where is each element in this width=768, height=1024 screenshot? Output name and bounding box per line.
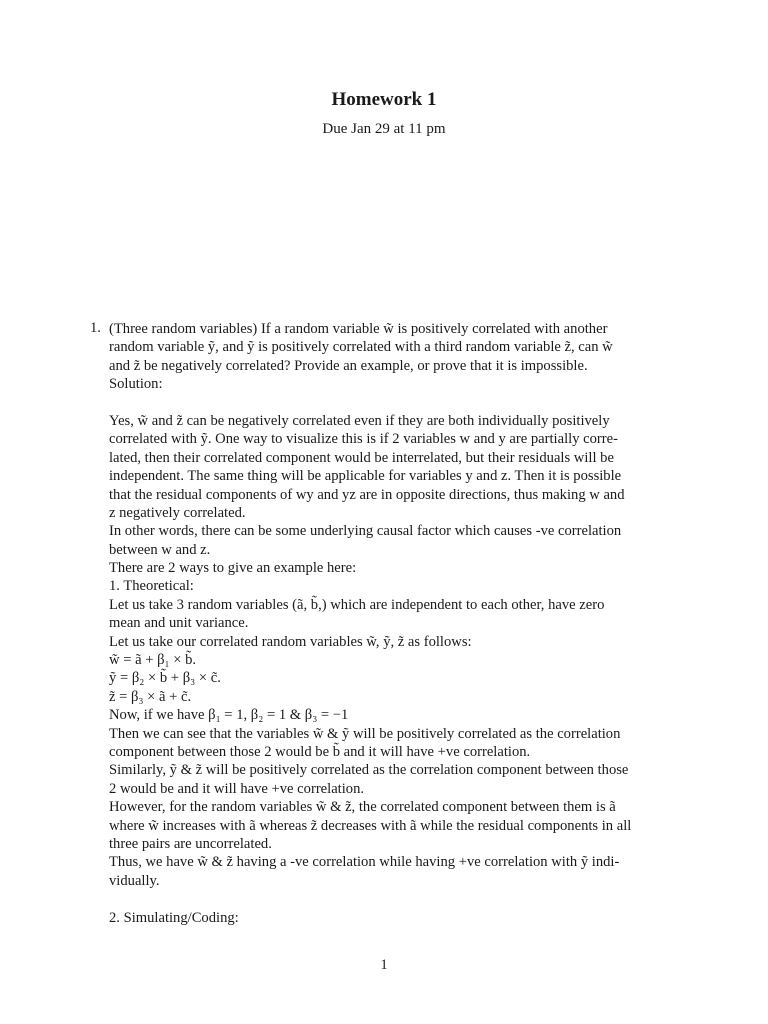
solution-line: Yes, w̃ and z̃ can be negatively correlated even if they are both individually positively — [109, 412, 610, 429]
document-title: Homework 1 — [331, 89, 437, 110]
solution-line: vidually. — [109, 872, 160, 889]
question-line: random variable ỹ, and ỹ is positively correlated with a third random variable z̃, can w̃ — [109, 339, 613, 356]
due-date: Due Jan 29 at 11 pm — [322, 121, 446, 137]
solution-line: mean and unit variance. — [109, 615, 249, 632]
solution-line: Then we can see that the variables w̃ & ỹ will be positively correlated as the correlation — [109, 725, 621, 742]
solution-line: that the residual components of wy and yz are in opposite directions, thus making w and — [109, 486, 625, 503]
solution-line: 1. Theoretical: — [109, 578, 194, 595]
solution-line: z negatively correlated. — [109, 504, 246, 521]
question-number: 1. — [90, 320, 101, 336]
solution-line: correlated with ỹ. One way to visualize this is if 2 variables w and y are partially corre- — [109, 431, 618, 448]
solution-line: Thus, we have w̃ & z̃ having a -ve correlation while having +ve correlation with ỹ indi- — [109, 854, 620, 871]
solution-line: Similarly, ỹ & z̃ will be positively correlated as the correlation component between those — [109, 762, 629, 779]
question-line: and z̃ be negatively correlated? Provide an example, or prove that it is impossible. — [109, 357, 588, 374]
equation-line: z̃ = β₃ × ã + c̃. — [109, 688, 192, 705]
equation-line: w̃ = ã + β₁ × b̃. — [109, 652, 197, 669]
solution-line: In other words, there can be some underlying causal factor which causes -ve correlation — [109, 523, 622, 540]
solution-line: Let us take our correlated random variables w̃, ỹ, z̃ as follows: — [109, 633, 472, 650]
question-line: (Three random variables) If a random variable w̃ is positively correlated with another — [109, 321, 608, 337]
equation-line: ỹ = β₂ × b̃ + β₃ × c̃. — [109, 670, 221, 687]
solution-label: Solution: — [109, 376, 163, 393]
solution-line: Let us take 3 random variables (ã, b̃,) which are independent to each other, have zero — [109, 596, 605, 613]
solution-line: where w̃ increases with ã whereas z̃ decreases with ã while the residual components in all — [109, 817, 632, 834]
solution-line: 2 would be and it will have +ve correlation. — [109, 780, 365, 797]
question-body — [109, 320, 677, 927]
section-heading: 2. Simulating/Coding: — [109, 909, 239, 926]
solution-line: Now, if we have β₁ = 1, β₂ = 1 & β₃ = −1 — [109, 707, 349, 724]
solution-line: three pairs are uncorrelated. — [109, 835, 272, 852]
solution-line: component between those 2 would be b̃ and it will have +ve correlation. — [109, 743, 531, 760]
solution-line: However, for the random variables w̃ & z̃, the correlated component between them is ã — [109, 799, 616, 816]
solution-line: There are 2 ways to give an example here: — [109, 560, 357, 577]
solution-line: independent. The same thing will be applicable for variables y and z. Then it is possible — [109, 468, 622, 485]
solution-line: lated, then their correlated component would be interrelated, but their residuals will be — [109, 449, 614, 466]
solution-line: between w and z. — [109, 541, 211, 558]
page-number: 1 — [380, 957, 388, 973]
